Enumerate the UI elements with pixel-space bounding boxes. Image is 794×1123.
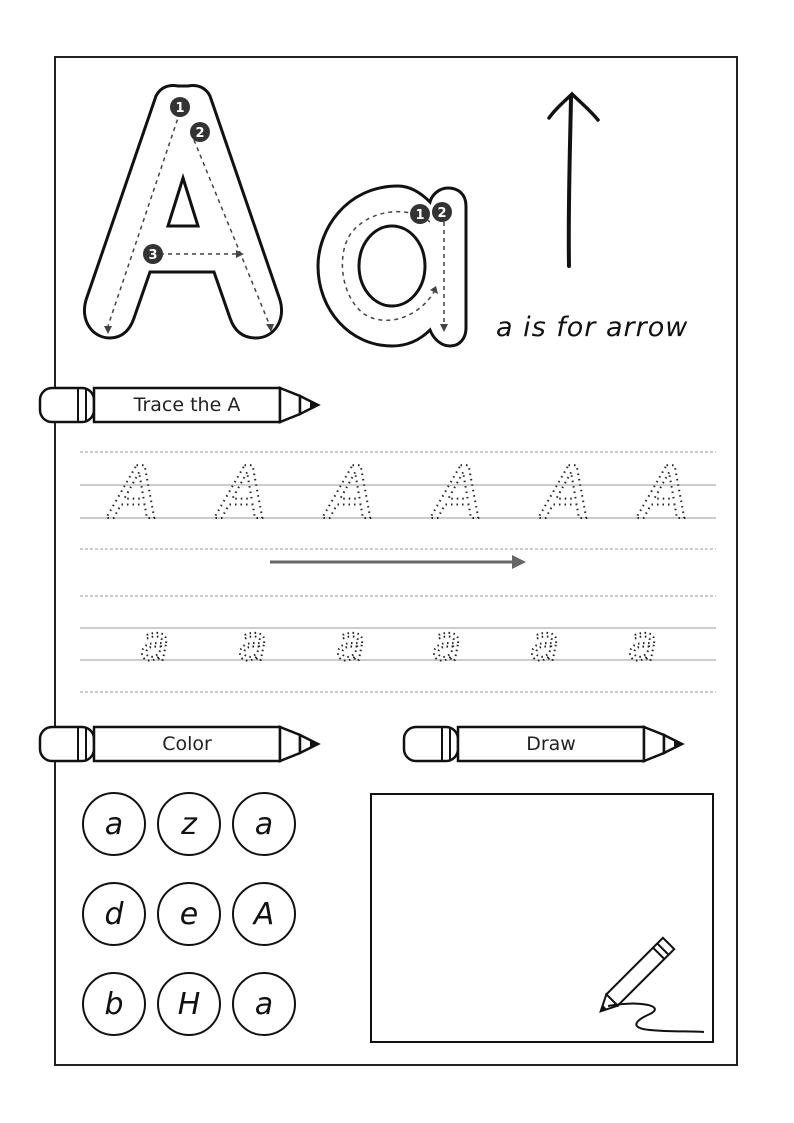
stroke-number-2-icon [190, 122, 210, 142]
trace-letter-upper[interactable]: A [434, 451, 484, 535]
big-uppercase-letter [84, 85, 281, 338]
color-letter-circle[interactable]: H [157, 972, 221, 1036]
trace-letter-lower[interactable]: a [432, 616, 462, 672]
color-letter-circle[interactable]: a [82, 792, 146, 856]
draw-section-label: Draw [526, 733, 576, 755]
stroke-number-1-lower-icon [410, 204, 430, 224]
stroke-number-3-icon [143, 244, 163, 264]
svg-text:1: 1 [415, 208, 425, 223]
svg-text:2: 2 [437, 206, 447, 221]
trace-lines-upper [80, 452, 716, 549]
svg-text:1: 1 [175, 101, 185, 116]
trace-letter-upper[interactable]: A [110, 451, 160, 535]
stroke-number-2-lower-icon [432, 202, 452, 222]
trace-section-label: Trace the A [133, 394, 241, 416]
arrow-icon [549, 94, 598, 266]
color-letter-circle[interactable]: e [157, 882, 221, 946]
color-letter-circle[interactable]: d [82, 882, 146, 946]
color-letter-circle[interactable]: A [232, 882, 296, 946]
color-letter-circle[interactable]: a [232, 972, 296, 1036]
trace-letter-upper[interactable]: A [542, 451, 592, 535]
trace-letter-upper[interactable]: A [218, 451, 268, 535]
trace-letter-upper[interactable]: A [640, 451, 690, 535]
trace-letter-lower[interactable]: a [530, 616, 560, 672]
color-section-label: Color [162, 733, 212, 755]
trace-letter-lower[interactable]: a [238, 616, 268, 672]
color-letter-circle[interactable]: b [82, 972, 146, 1036]
trace-letter-lower[interactable]: a [628, 616, 658, 672]
direction-arrow-icon [270, 555, 526, 569]
svg-text:2: 2 [195, 126, 205, 141]
trace-letter-lower[interactable]: a [336, 616, 366, 672]
color-letter-circle[interactable]: a [232, 792, 296, 856]
picture-caption: a is for arrow [496, 312, 689, 343]
trace-lines-lower [80, 596, 716, 692]
trace-letter-lower[interactable]: a [140, 616, 170, 672]
color-letter-circle[interactable]: z [157, 792, 221, 856]
trace-letter-upper[interactable]: A [326, 451, 376, 535]
drawing-area[interactable] [370, 793, 714, 1043]
svg-text:3: 3 [148, 248, 158, 263]
stroke-number-1-icon [170, 97, 190, 117]
